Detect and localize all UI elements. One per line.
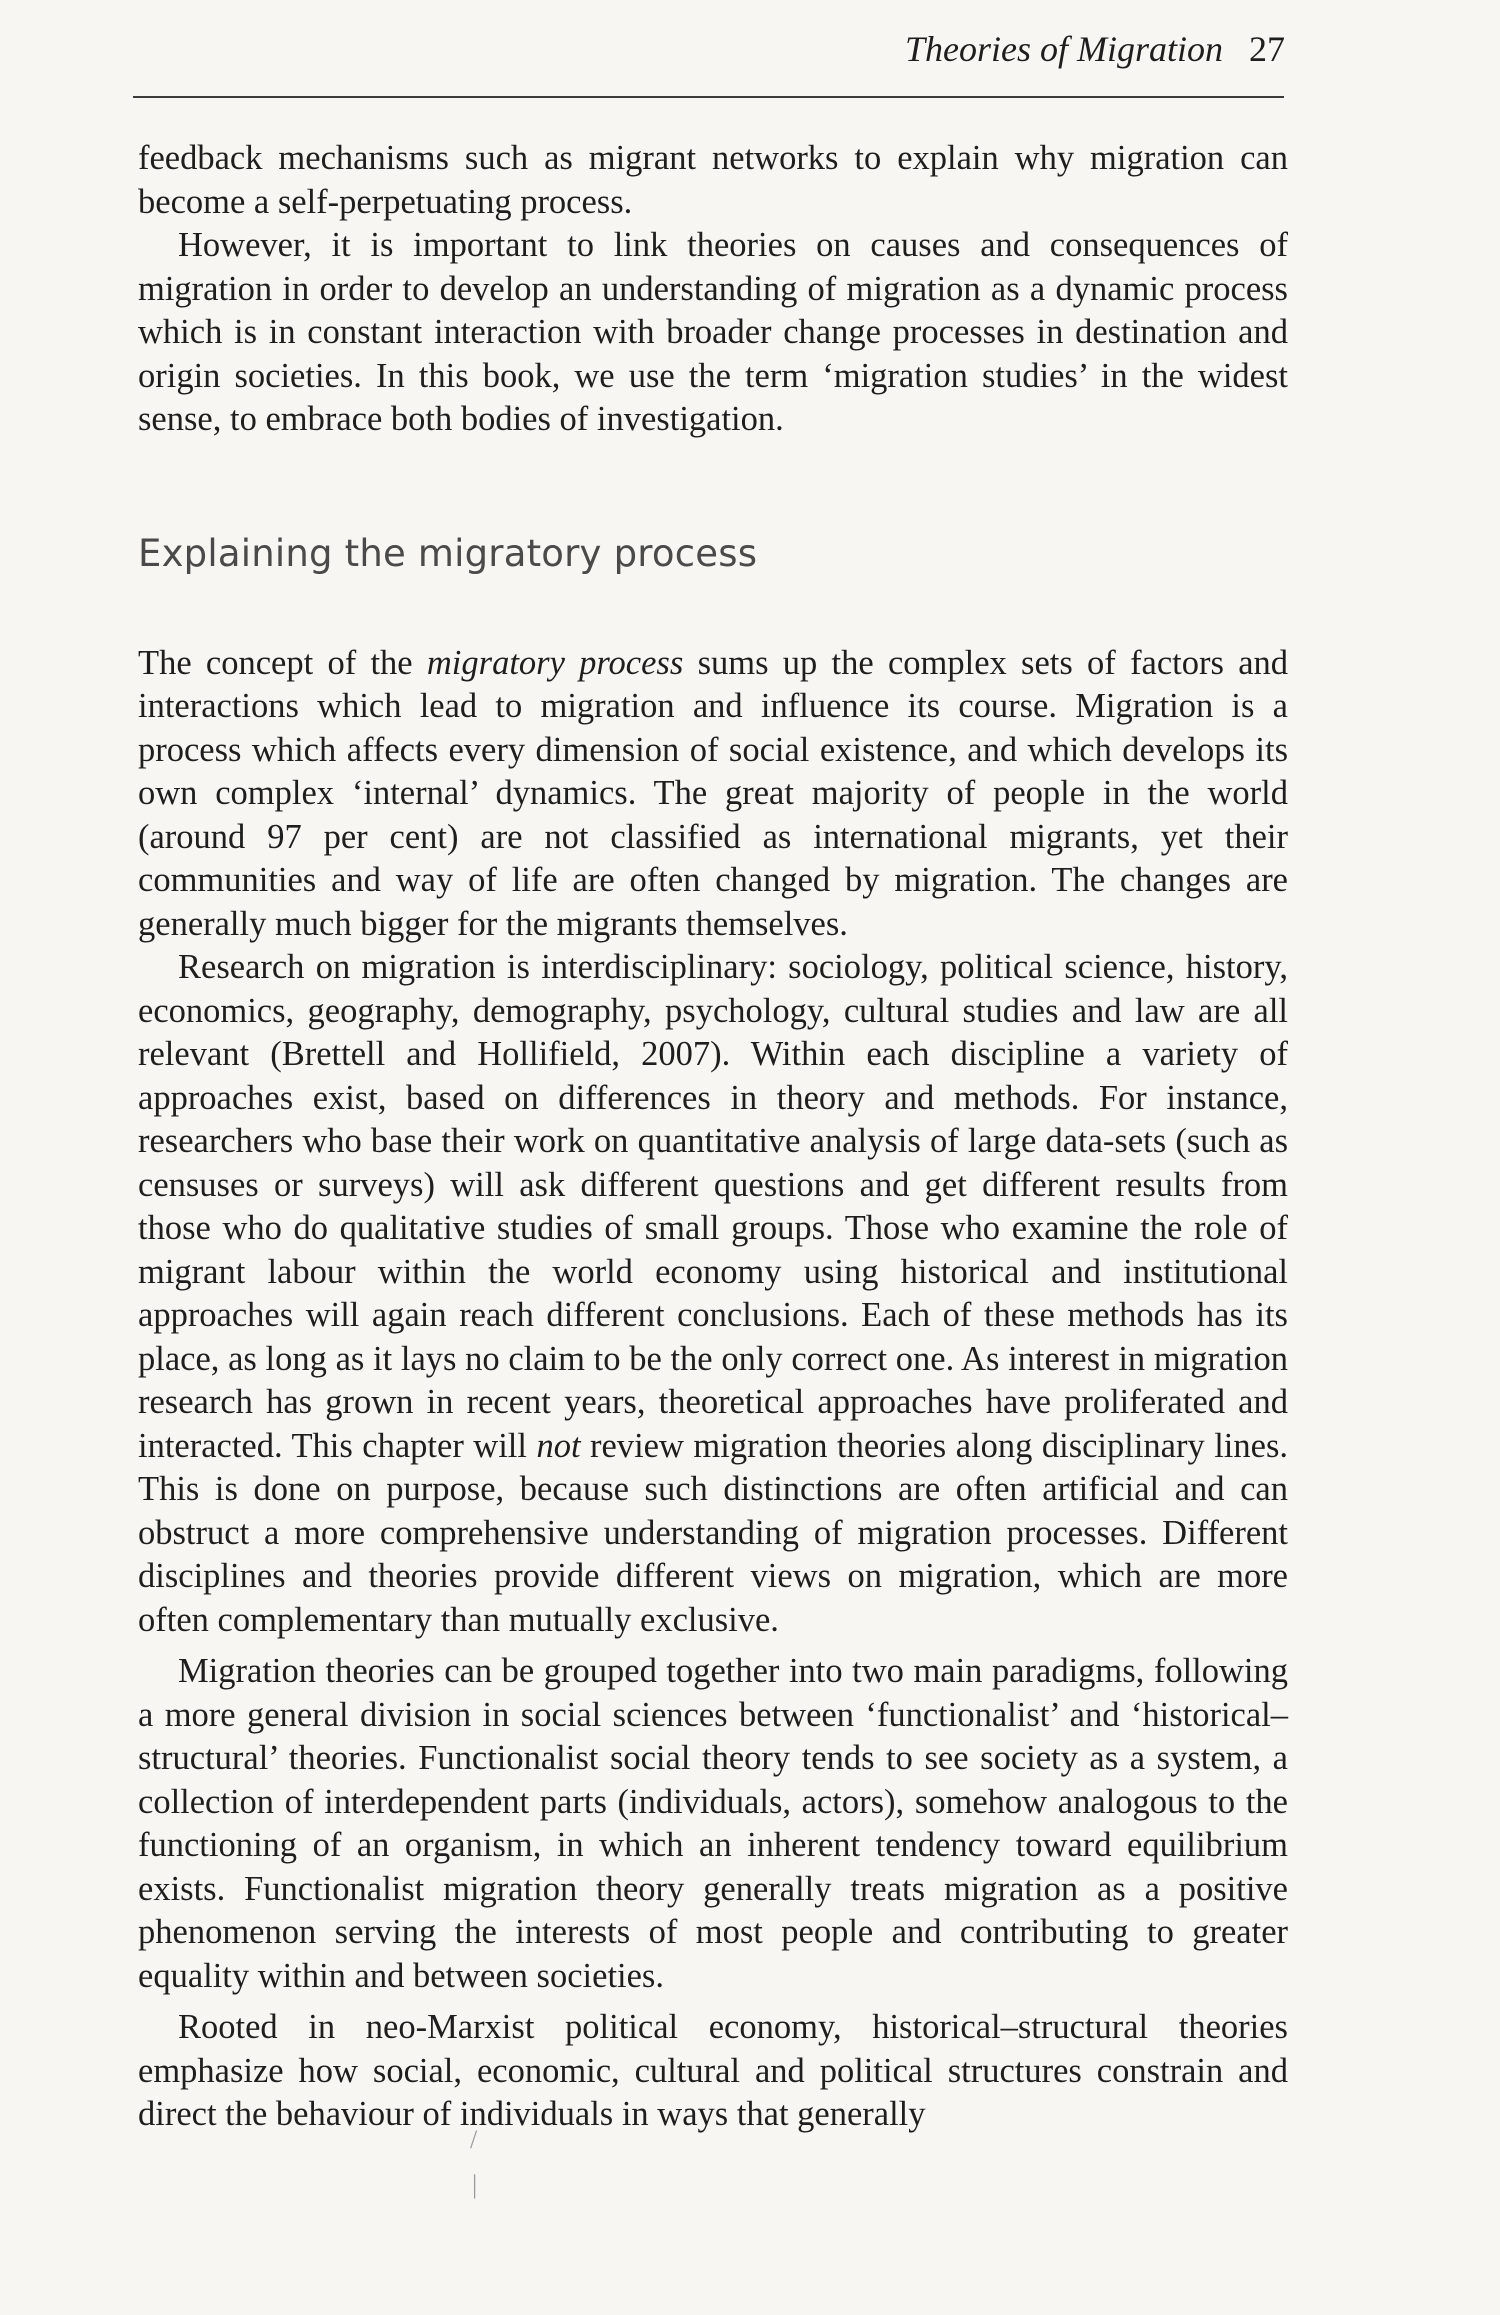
section-heading: Explaining the migratory process	[138, 531, 758, 575]
body-text	[138, 137, 1288, 2137]
header-rule	[133, 96, 1284, 98]
paragraph-migratory-process: The concept of the migratory process sums up the complex sets of factors and interactions which lead to migration and influence its course. Migration is a process which affects every dimension of social existence, and which develops its own complex ‘internal’ dynamics. The great majority of people in the world (around 97 per cent) are not classified as international migrants, yet their communities and way of life are often changed by migration. The changes are generally much bigger for the migrants themselves.	[138, 643, 1289, 943]
page-number: 27	[1249, 29, 1285, 69]
paragraph-link-theories: However, it is important to link theories on causes and consequences of migration in order to develop an understanding of migration as a dynamic process which is in constant interaction with broader change processes in destination and origin societies. In this book, we use the term ‘migration studies’ in the widest sense, to embrace both bodies of investigation.	[138, 226, 1288, 438]
paragraph-historical-structural: Rooted in neo-Marxist political economy, historical–structural theories emphasize how social, economic, cultural and political structures constrain and direct the behaviour of individuals in ways that generally	[138, 2008, 1288, 2133]
emphasis-term: migratory process	[426, 643, 684, 682]
paragraph-continuation: feedback mechanisms such as migrant networks to explain why migration can become a self-perpetuating process.	[138, 139, 1288, 221]
emphasis-not: not	[536, 1426, 581, 1465]
running-head	[905, 28, 1285, 70]
scan-mark: /	[470, 2125, 478, 2154]
paragraph-interdisciplinary: Research on migration is interdisciplinary: sociology, political science, history, economics, geography, demography, psychology, cultural studies and law are all relevant (Brettell and Hollifield, 2007). Within each discipline a variety of approaches exist, based on differences in theory and methods. For instance, researchers who base their work on quantitative analysis of large data-sets (such as censuses or surveys) will ask different questions and get different results from those who do qualitative studies of small groups. Those who examine the role of migrant labour within the world economy using historical and institutional approaches will again reach different conclusions. Each of these methods has its place, as long as it lays no claim to be the only correct one. As interest in migration research has grown in recent years, theoretical approaches have proliferated and interacted. This chapter will not review migration theories along disciplinary lines. This is done on purpose, because such distinctions are often artificial and can obstruct a more comprehensive understanding of migration processes. Different disciplines and theories provide different views on migration, which are more often complementary than mutually exclusive.	[138, 948, 1289, 1639]
running-head-title: Theories of Migration	[904, 29, 1223, 69]
scan-mark: |	[472, 2170, 478, 2199]
paragraph-paradigms: Migration theories can be grouped together into two main paradigms, following a more general division in social sciences between ‘functionalist’ and ‘historical–structural’ theories. Functionalist social theory tends to see society as a system, a collection of interdependent parts (individuals, actors), somehow analogous to the functioning of an organism, in which an inherent tendency toward equilibrium exists. Functionalist migration theory generally treats migration as a positive phenomenon serving the interests of most people and contributing to greater equality within and between societies.	[138, 1652, 1288, 1995]
